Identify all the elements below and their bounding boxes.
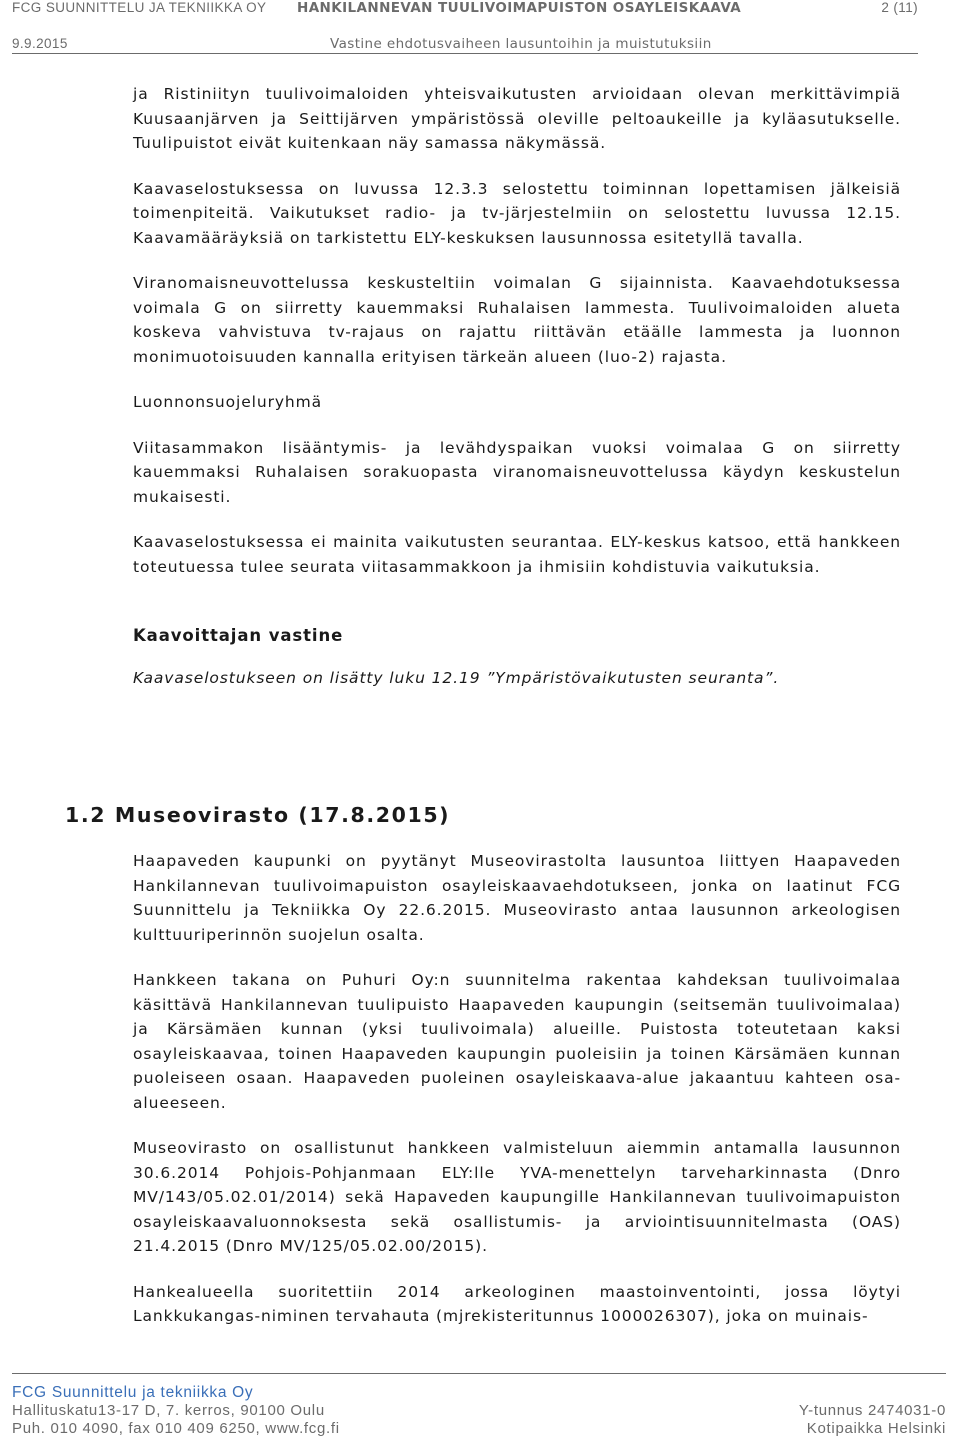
footer-contact: Puh. 010 4090, fax 010 409 6250, www.fcg.fi — [12, 1420, 340, 1437]
footer-business-id: Y-tunnus 2474031-0 — [798, 1402, 946, 1419]
response-text: Kaavaselostukseen on lisätty luku 12.19 ”Ympäristövaikutusten seuranta”. — [133, 668, 780, 687]
header-company: FCG SUUNNITTELU JA TEKNIIKKA OY — [12, 0, 267, 15]
main-content-upper — [133, 82, 901, 690]
paragraph: Kaavaselostuksessa ei mainita vaikutusten seurantaa. ELY-keskus katsoo, että hankkeen toteutuessa tulee seurata viitasammakkoon ja ihmisiin kohdistuvia vaikutuksia. — [133, 533, 901, 576]
response-heading: Kaavoittajan vastine — [133, 626, 344, 645]
paragraph: Kaavaselostuksessa on luvussa 12.3.3 selostettu toiminnan lopettamisen jälkeisiä toimenpiteitä. Vaikutukset radio- ja tv-järjestelmiin on selostettu luvussa 12.15. Kaavamääräyksiä on tarkistettu ELY-keskuksen lausunnossa esitetyllä tavalla. — [133, 179, 901, 247]
header-document-title: Vastine ehdotusvaiheen lausuntoihin ja muistutuksiin — [330, 36, 712, 52]
subheading-luonnonsuojeluryhma: Luonnonsuojeluryhmä — [133, 393, 323, 411]
footer-company: FCG Suunnittelu ja tekniikka Oy — [12, 1384, 254, 1401]
section-heading: 1.2 Museovirasto (17.8.2015) — [65, 803, 451, 827]
paragraph: Hankkeen takana on Puhuri Oy:n suunnitelma rakentaa kahdeksan tuulivoimalaa käsittävä Hankilannevan tuulipuisto Haapaveden kaupungin (seitsemän tuulivoimalaa) ja Kärsämäen kunnan (yksi tuulivoimala) alueille. Puistosta toteutetaan kaksi osayleiskaavaa, toinen Haapaveden kaupungin puoleisiin ja toinen Kärsämäen kunnan puoleiseen osaan. Haapaveden puoleinen osayleiskaava-alue jakaantuu kahteen osa-alueeseen. — [133, 971, 901, 1112]
paragraph: ja Ristiniityn tuulivoimaloiden yhteisvaikutusten arvioidaan olevan merkittävimpiä Kuusaanjärven ja Seittijärven ympäristössä oleville peltoaukeille ja kyläasutukselle. Tuulipuistot eivät kuitenkaan näy samassa näkymässä. — [133, 85, 901, 152]
footer-row — [12, 1384, 946, 1402]
header-date: 9.9.2015 — [12, 36, 68, 51]
main-content-lower — [133, 849, 901, 1329]
paragraph: Viitasammakon lisääntymis- ja levähdyspaikan vuoksi voimalaa G on siirretty kauemmaksi Ruhalaisen sorakuopasta viranomaisneuvottelussa käydyn keskustelun mukaisesti. — [133, 438, 901, 506]
paragraph: Viranomaisneuvottelussa keskusteltiin voimalan G sijainnista. Kaavaehdotuksessa voimala G on siirretty kauemmaksi Ruhalaisen lammesta. Tuulivoimaloiden alueta koskeva vahvistuva tv-rajaus on rajattu riittävän etäälle lammesta ja luonnon monimuotoisuuden kannalla erityisen tärkeän alueen (luo-2) rajasta. — [133, 274, 901, 366]
footer-row — [12, 1420, 946, 1438]
header-page-number: 2 (11) — [881, 0, 918, 15]
page-footer — [12, 1384, 946, 1438]
footer-address: Hallituskatu13-17 D, 7. kerros, 90100 Oulu — [12, 1402, 325, 1419]
header-row-bottom — [12, 36, 918, 54]
footer-row — [12, 1402, 946, 1420]
header-divider — [12, 53, 918, 54]
paragraph: Hankealueella suoritettiin 2014 arkeologinen maastoinventointi, jossa löytyi Lankkukangas-niminen tervahauta (mjrekisteritunnus 1000026307), joka on muinais- — [133, 1282, 901, 1325]
header-row-top — [12, 0, 918, 18]
header-project-title: HANKILANNEVAN TUULIVOIMAPUISTON OSAYLEISKAAVA — [297, 0, 742, 16]
footer-divider — [12, 1373, 946, 1374]
footer-domicile: Kotipaikka Helsinki — [806, 1420, 946, 1437]
paragraph: Haapaveden kaupunki on pyytänyt Museovirastolta lausuntoa liittyen Haapaveden Hankilannevan tuulivoimapuiston osayleiskaavaehdotukseen, jonka on laatinut FCG Suunnittelu ja Tekniikka Oy 22.6.2015. Museovirasto antaa lausunnon arkeologisen kulttuuriperinnön suojelun osalta. — [133, 852, 901, 944]
paragraph: Museovirasto on osallistunut hankkeen valmisteluun aiemmin antamalla lausunnon 30.6.2014 Pohjois-Pohjanmaan ELY:lle YVA-menettelyn tarveharkinnasta (Dnro MV/143/05.02.01/2014) sekä Hapaveden kaupungille Hankilannevan tuulivoimapuiston osayleiskaavaluonnoksesta sekä osallistumis- ja arviointisuunnitelmasta (OAS) 21.4.2015 (Dnro MV/125/05.02.00/2015). — [133, 1139, 901, 1255]
page-header — [12, 0, 918, 54]
